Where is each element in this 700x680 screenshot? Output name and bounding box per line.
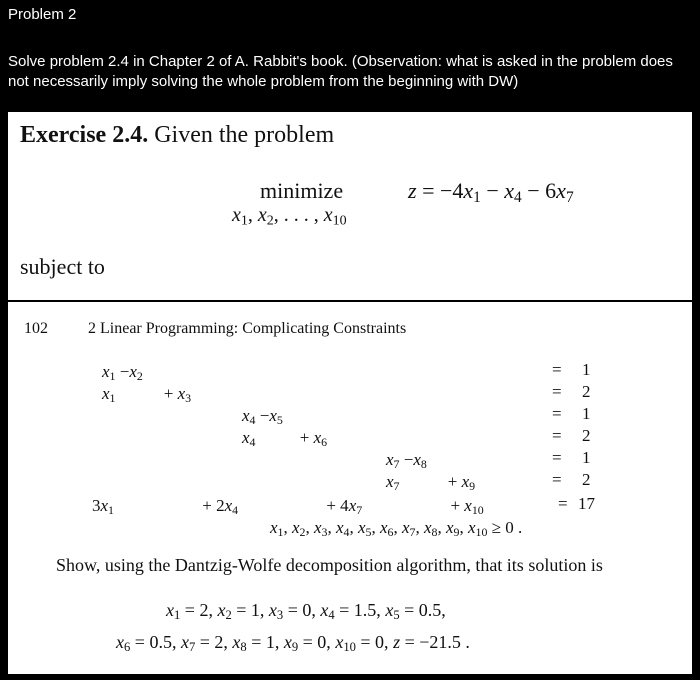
constraint-lhs: $x_1 -x_2$ xyxy=(102,362,143,383)
constraint-relation: = xyxy=(552,404,562,423)
constraint-lhs: $x_4 -x_5$ xyxy=(242,406,283,427)
exercise-label: Exercise 2.4. xyxy=(20,122,149,148)
constraint-rhs: 2 xyxy=(582,470,591,489)
minimize-variables: $x_1$, $x_2$, . . . , $x_{10}$ xyxy=(232,204,347,229)
running-head: 2 Linear Programming: Complicating Constraints xyxy=(88,320,407,337)
solution-line-1: $x_1 = 2$, $x_2 = 1$, $x_3 = 0$, $x_4 = 1.5$, $x_5 = 0.5$, xyxy=(166,600,446,623)
constraint-rhs: 1 xyxy=(582,404,591,423)
constraint-lhs: $3x_1 + 2x_4 + 4x_7 + x_{10}$ xyxy=(92,496,484,517)
constraint-relation: = xyxy=(552,448,562,467)
exercise-heading xyxy=(20,122,334,149)
show-statement: Show, using the Dantzig-Wolfe decomposition algorithm, that its solution is xyxy=(56,555,603,575)
objective-function: $z = -4x_1 - x_4 - 6x_7$ xyxy=(408,178,574,206)
problem-title: Problem 2 xyxy=(8,6,77,23)
constraint-relation: = xyxy=(552,470,562,489)
constraint-relation: = xyxy=(558,494,568,513)
nonnegativity-constraint: $x_1$, $x_2$, $x_3$, $x_4$, $x_5$, $x_6$, $x_7$, $x_8$, $x_9$, $x_{10} \ge 0$ . xyxy=(270,518,523,539)
constraint-lhs: $x_4 + x_6$ xyxy=(242,428,328,449)
book-page-panel xyxy=(8,302,692,674)
problem-instructions: Solve problem 2.4 in Chapter 2 of A. Rabbit's book. (Observation: what is asked in the problem does not necessarily imply solving the whole problem from the beginning with DW) xyxy=(8,53,673,90)
solution-line-2: $x_6 = 0.5$, $x_7 = 2$, $x_8 = 1$, $x_9 = 0$, $x_{10} = 0$, z = −21.5 . xyxy=(116,632,470,655)
constraint-lhs: $x_7 -x_8$ xyxy=(386,450,427,471)
subject-to-label: subject to xyxy=(20,254,105,279)
exercise-intro: Given the problem xyxy=(154,122,335,148)
page-number: 102 xyxy=(24,320,48,337)
constraint-rhs: 17 xyxy=(578,494,595,513)
minimize-word: minimize xyxy=(260,178,344,203)
constraint-rhs: 2 xyxy=(582,382,591,401)
constraint-lhs: $x_7 + x_9$ xyxy=(386,472,476,493)
constraint-rhs: 1 xyxy=(582,448,591,467)
exercise-panel xyxy=(8,112,692,300)
constraint-relation: = xyxy=(552,426,562,445)
constraint-lhs: $x_1 + x_3$ xyxy=(102,384,192,405)
constraint-relation: = xyxy=(552,382,562,401)
constraint-relation: = xyxy=(552,360,562,379)
constraint-rhs: 2 xyxy=(582,426,591,445)
constraint-rhs: 1 xyxy=(582,360,591,379)
